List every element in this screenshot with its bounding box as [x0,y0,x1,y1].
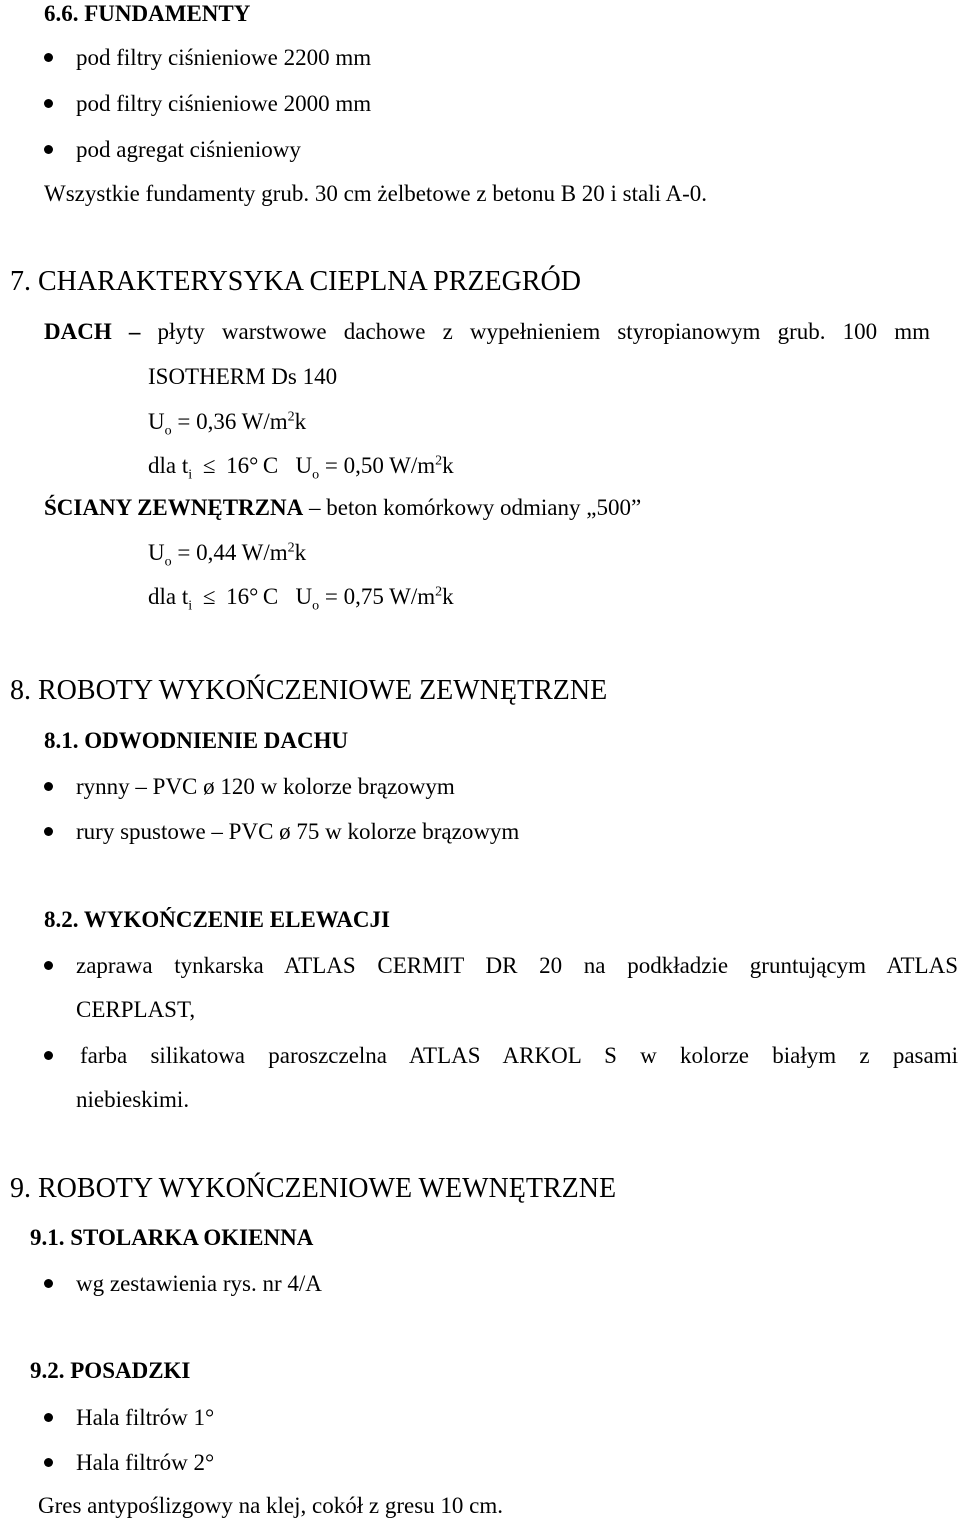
bullet-icon [44,1279,53,1288]
section-7-heading: 7. CHARAKTERYSYKA CIEPLNA PRZEGRÓD [10,266,581,297]
walls-u-value: $U_o = 0,44$ $W/m^2k$ [148,540,307,570]
walls-description [44,494,641,522]
section-6-6-heading: 6.6. FUNDAMENTY [44,1,251,26]
bullet-icon [44,782,53,791]
roof-dash: – [128,319,141,344]
foundation-note: Wszystkie fundamenty grub. 30 cm żelbetowe z betonu B 20 i stali A-0. [44,181,708,206]
list-item: wg zestawienia rys. nr 4/A [76,1271,322,1296]
section-8-heading: 8. ROBOTY WYKOŃCZENIOWE ZEWNĘTRZNE [10,675,608,706]
section-8-1-heading: 8.1. ODWODNIENIE DACHU [44,728,349,753]
list-item: Hala filtrów 1° [76,1405,215,1430]
list-item: pod agregat ciśnieniowy [76,137,301,162]
less-equal-icon: ≤ [202,584,216,609]
list-item: Hala filtrów 2° [76,1450,215,1475]
roof-product: ISOTHERM Ds 140 [148,364,338,389]
list-item: pod filtry ciśnieniowe 2200 mm [76,45,372,70]
walls-text: – beton komórkowy odmiany „500” [308,495,642,520]
flooring-note: Gres antypoślizgowy na klej, cokół z gresu 10 cm. [38,1493,503,1518]
bullet-icon [44,1413,53,1422]
list-item: farba silikatowa paroszczelna ATLAS ARKOL S w kolorze białym z pasami [80,1043,958,1068]
list-item-continuation: niebieskimi. [76,1087,190,1112]
bullet-icon [44,145,53,154]
section-9-2-heading: 9.2. POSADZKI [30,1358,191,1383]
list-item: rynny – PVC ø 120 w kolorze brązowym [76,774,455,799]
roof-label: DACH [44,319,112,344]
section-9-1-heading: 9.1. STOLARKA OKIENNA [30,1225,314,1250]
walls-label: ŚCIANY ZEWNĘTRZNA [44,495,304,520]
roof-text: płyty warstwowe dachowe z wypełnieniem styropianowym grub. 100 mm [157,319,931,344]
bullet-icon [44,1051,53,1060]
section-8-2-heading: 8.2. WYKOŃCZENIE ELEWACJI [44,907,390,932]
roof-description [44,318,930,346]
roof-condition-u-value: dla $t_i \le 16^\circ$ C $U_o = 0,50$ $W/m^2k$ [148,453,454,483]
bullet-icon [44,53,53,62]
bullet-icon [44,99,53,108]
roof-u-value: $U_o = 0,36$ $W/m^2k$ [148,409,307,439]
bullet-icon [44,827,53,836]
list-item-continuation: CERPLAST, [76,997,196,1022]
section-9-heading: 9. ROBOTY WYKOŃCZENIOWE WEWNĘTRZNE [10,1173,617,1204]
walls-condition-u-value: dla $t_i \le 16^\circ$ C $U_o = 0,75$ $W/m^2k$ [148,584,454,614]
bullet-icon [44,961,53,970]
bullet-icon [44,1458,53,1467]
list-item: pod filtry ciśnieniowe 2000 mm [76,91,372,116]
list-item: zaprawa tynkarska ATLAS CERMIT DR 20 na podkładzie gruntującym ATLAS [76,953,958,978]
less-equal-icon: ≤ [202,453,216,478]
list-item: rury spustowe – PVC ø 75 w kolorze brązowym [76,819,520,844]
